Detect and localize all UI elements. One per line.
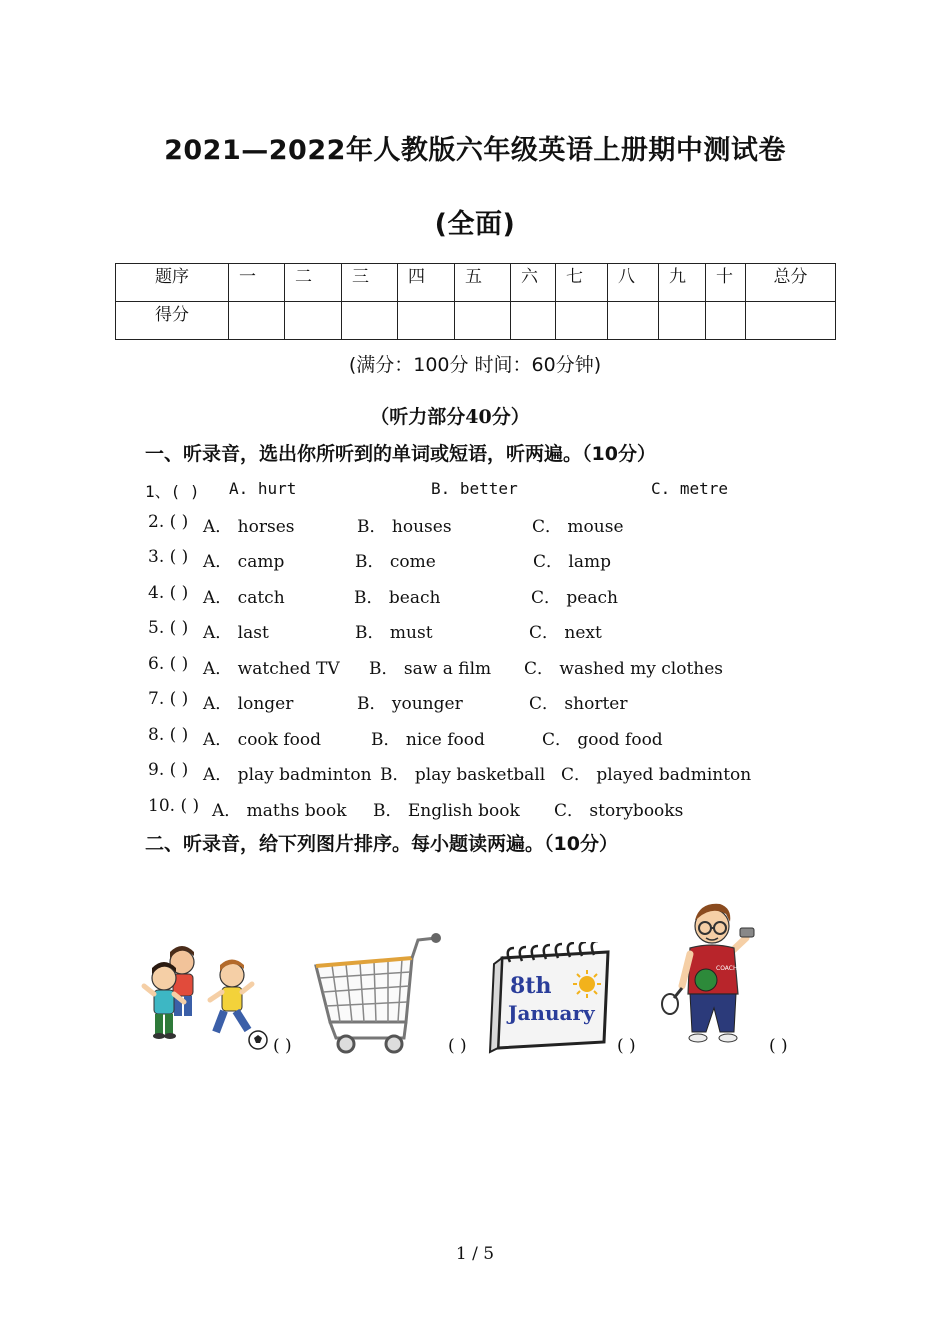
option-b: B． younger xyxy=(357,694,463,714)
option-c: C． shorter xyxy=(529,694,628,714)
option-a: A． cook food xyxy=(203,730,322,750)
question-number: 8. ( ) xyxy=(148,725,189,745)
question-number: 10. ( ) xyxy=(148,796,200,816)
row-label-score: 得分 xyxy=(116,302,229,340)
page-title: 2021—2022年人教版六年级英语上册期中测试卷 xyxy=(164,135,786,166)
coach-picture xyxy=(660,898,770,1058)
score-cell[interactable] xyxy=(229,302,285,340)
question-number: 7. ( ) xyxy=(148,689,189,709)
column-header-total: 总分 xyxy=(746,264,836,302)
option-a: A． horses xyxy=(203,517,295,537)
score-cell[interactable] xyxy=(285,302,342,340)
option-c: C． good food xyxy=(542,730,663,750)
page-subtitle: (全面) xyxy=(434,209,516,240)
column-header: 七 xyxy=(556,264,608,302)
option-a: A． catch xyxy=(203,588,285,608)
score-cell[interactable] xyxy=(659,302,706,340)
option-c: C． storybooks xyxy=(554,801,684,821)
score-cell[interactable] xyxy=(455,302,511,340)
option-b: B． houses xyxy=(357,517,452,537)
listening-part-label: （听力部分40分） xyxy=(370,406,530,428)
score-cell-total[interactable] xyxy=(746,302,836,340)
calendar-picture xyxy=(488,942,614,1054)
option-c: C． mouse xyxy=(532,517,624,537)
option-a: A. hurt xyxy=(229,479,297,498)
option-a: A． last xyxy=(203,623,269,643)
answer-blank-2[interactable]: ( ) xyxy=(448,1036,467,1056)
score-cell[interactable] xyxy=(342,302,398,340)
column-header: 十 xyxy=(706,264,746,302)
score-table-score-row xyxy=(116,302,836,340)
option-c: C． peach xyxy=(531,588,618,608)
option-c: C． washed my clothes xyxy=(524,659,724,679)
section-2-heading: 二、听录音，给下列图片排序。每小题读两遍。（10分） xyxy=(145,833,618,855)
score-cell[interactable] xyxy=(706,302,746,340)
option-b: B． saw a film xyxy=(369,659,492,679)
calendar-month-text: January xyxy=(508,1001,595,1025)
section-1-heading: 一、听录音，选出你所听到的单词或短语，听两遍。（10分） xyxy=(145,443,656,465)
option-a: A． watched TV xyxy=(203,659,340,679)
option-a: A． maths book xyxy=(212,801,347,821)
option-c: C. metre xyxy=(651,479,729,498)
answer-blank-1[interactable]: ( ) xyxy=(273,1036,292,1056)
question-number: 3. ( ) xyxy=(148,547,189,567)
score-cell[interactable] xyxy=(398,302,455,340)
column-header: 四 xyxy=(398,264,455,302)
column-header: 一 xyxy=(229,264,285,302)
option-b: B． beach xyxy=(354,588,441,608)
question-number: 6. ( ) xyxy=(148,654,189,674)
option-b: B． play basketball xyxy=(380,765,546,785)
column-header: 八 xyxy=(608,264,659,302)
column-header: 五 xyxy=(455,264,511,302)
column-header: 二 xyxy=(285,264,342,302)
question-number: 4. ( ) xyxy=(148,583,189,603)
score-cell[interactable] xyxy=(608,302,659,340)
score-time-info: (满分：100分 时间：60分钟) xyxy=(348,354,602,376)
column-header: 九 xyxy=(659,264,706,302)
row-label-order: 题序 xyxy=(116,264,229,302)
column-header: 三 xyxy=(342,264,398,302)
option-a: A． longer xyxy=(203,694,294,714)
shopping-cart-picture xyxy=(312,930,444,1055)
option-b: B. better xyxy=(431,479,518,498)
question-number: 2. ( ) xyxy=(148,512,189,532)
option-c: C． lamp xyxy=(533,552,611,572)
question-number: 9. ( ) xyxy=(148,760,189,780)
question-number: 1、( ) xyxy=(145,482,200,501)
option-b: B． English book xyxy=(373,801,520,821)
kids-playing-football-picture xyxy=(140,940,270,1055)
page-number: 1 / 5 xyxy=(455,1244,495,1264)
option-a: A． play badminton xyxy=(203,765,372,785)
option-b: B． nice food xyxy=(371,730,485,750)
score-table-header-row xyxy=(116,264,836,302)
answer-blank-4[interactable]: ( ) xyxy=(769,1036,788,1056)
score-cell[interactable] xyxy=(556,302,608,340)
option-b: B． come xyxy=(355,552,436,572)
column-header: 六 xyxy=(511,264,556,302)
calendar-date-text: 8th xyxy=(510,973,552,999)
score-table xyxy=(115,263,836,340)
score-cell[interactable] xyxy=(511,302,556,340)
answer-blank-3[interactable]: ( ) xyxy=(617,1036,636,1056)
coach-shirt-text: COACH xyxy=(716,965,738,972)
option-c: C． next xyxy=(529,623,602,643)
option-c: C． played badminton xyxy=(561,765,752,785)
question-number: 5. ( ) xyxy=(148,618,189,638)
option-a: A． camp xyxy=(203,552,285,572)
option-b: B． must xyxy=(355,623,433,643)
